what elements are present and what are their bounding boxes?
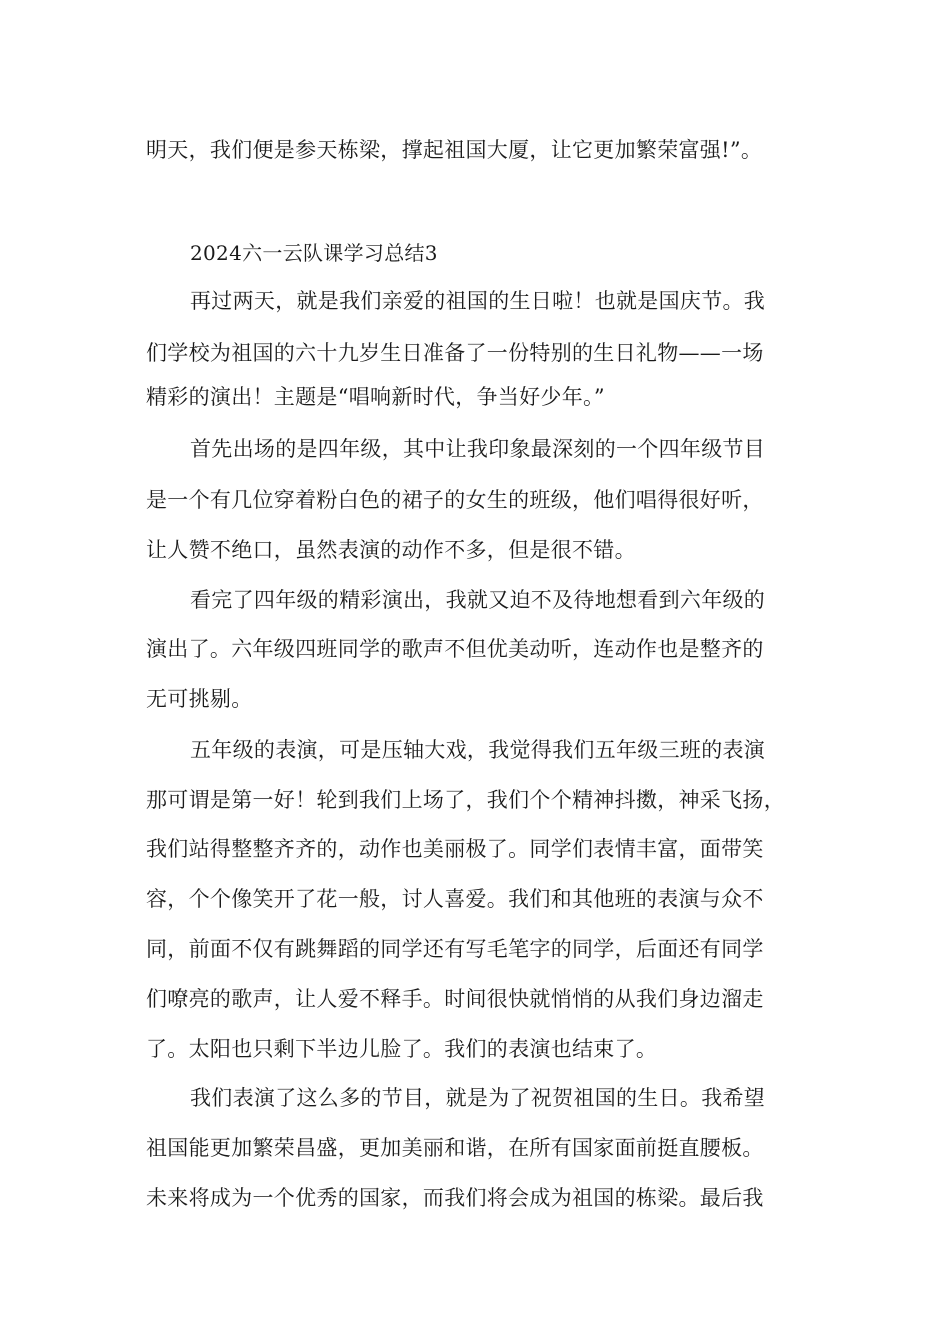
paragraph-line: 们学校为祖国的六十九岁生日准备了一份特别的生日礼物——一场 bbox=[146, 341, 764, 365]
paragraph-line: 祖国能更加繁荣昌盛，更加美丽和谐，在所有国家面前挺直腰板。 bbox=[146, 1136, 764, 1160]
paragraph-line: 让人赞不绝口，虽然表演的动作不多，但是很不错。 bbox=[146, 538, 636, 562]
paragraph-line: 们嘹亮的歌声，让人爱不释手。时间很快就悄悄的从我们身边溜走 bbox=[146, 987, 764, 1011]
paragraph-line: 容，个个像笑开了花一般，讨人喜爱。我们和其他班的表演与众不 bbox=[146, 887, 764, 911]
paragraph-line: 是一个有几位穿着粉白色的裙子的女生的班级，他们唱得很好听， bbox=[146, 488, 764, 512]
paragraph-line: 精彩的演出！主题是“唱响新时代，争当好少年。” bbox=[146, 385, 605, 409]
section-title: 2024六一云队课学习总结3 bbox=[190, 241, 438, 265]
paragraph-line: 那可谓是第一好！轮到我们上场了，我们个个精神抖擞，神采飞扬， bbox=[146, 788, 785, 812]
carryover-line: 明天，我们便是参天栋梁，撑起祖国大厦，让它更加繁荣富强!”。 bbox=[146, 138, 763, 162]
paragraph-line: 五年级的表演，可是压轴大戏，我觉得我们五年级三班的表演 bbox=[190, 738, 766, 762]
paragraph-line: 我们表演了这么多的节目，就是为了祝贺祖国的生日。我希望 bbox=[190, 1086, 766, 1110]
paragraph-line: 了。太阳也只剩下半边儿脸了。我们的表演也结束了。 bbox=[146, 1037, 658, 1061]
paragraph-line: 再过两天，就是我们亲爱的祖国的生日啦！也就是国庆节。我 bbox=[190, 289, 766, 313]
paragraph-line: 首先出场的是四年级，其中让我印象最深刻的一个四年级节目 bbox=[190, 437, 766, 461]
paragraph-line: 看完了四年级的精彩演出，我就又迫不及待地想看到六年级的 bbox=[190, 588, 766, 612]
paragraph-line: 演出了。六年级四班同学的歌声不但优美动听，连动作也是整齐的 bbox=[146, 637, 764, 661]
paragraph-line: 未来将成为一个优秀的国家，而我们将会成为祖国的栋梁。最后我 bbox=[146, 1186, 764, 1210]
paragraph-line: 同，前面不仅有跳舞蹈的同学还有写毛笔字的同学，后面还有同学 bbox=[146, 937, 764, 961]
paragraph-line: 我们站得整整齐齐的，动作也美丽极了。同学们表情丰富，面带笑 bbox=[146, 837, 764, 861]
paragraph-line: 无可挑剔。 bbox=[146, 687, 253, 711]
